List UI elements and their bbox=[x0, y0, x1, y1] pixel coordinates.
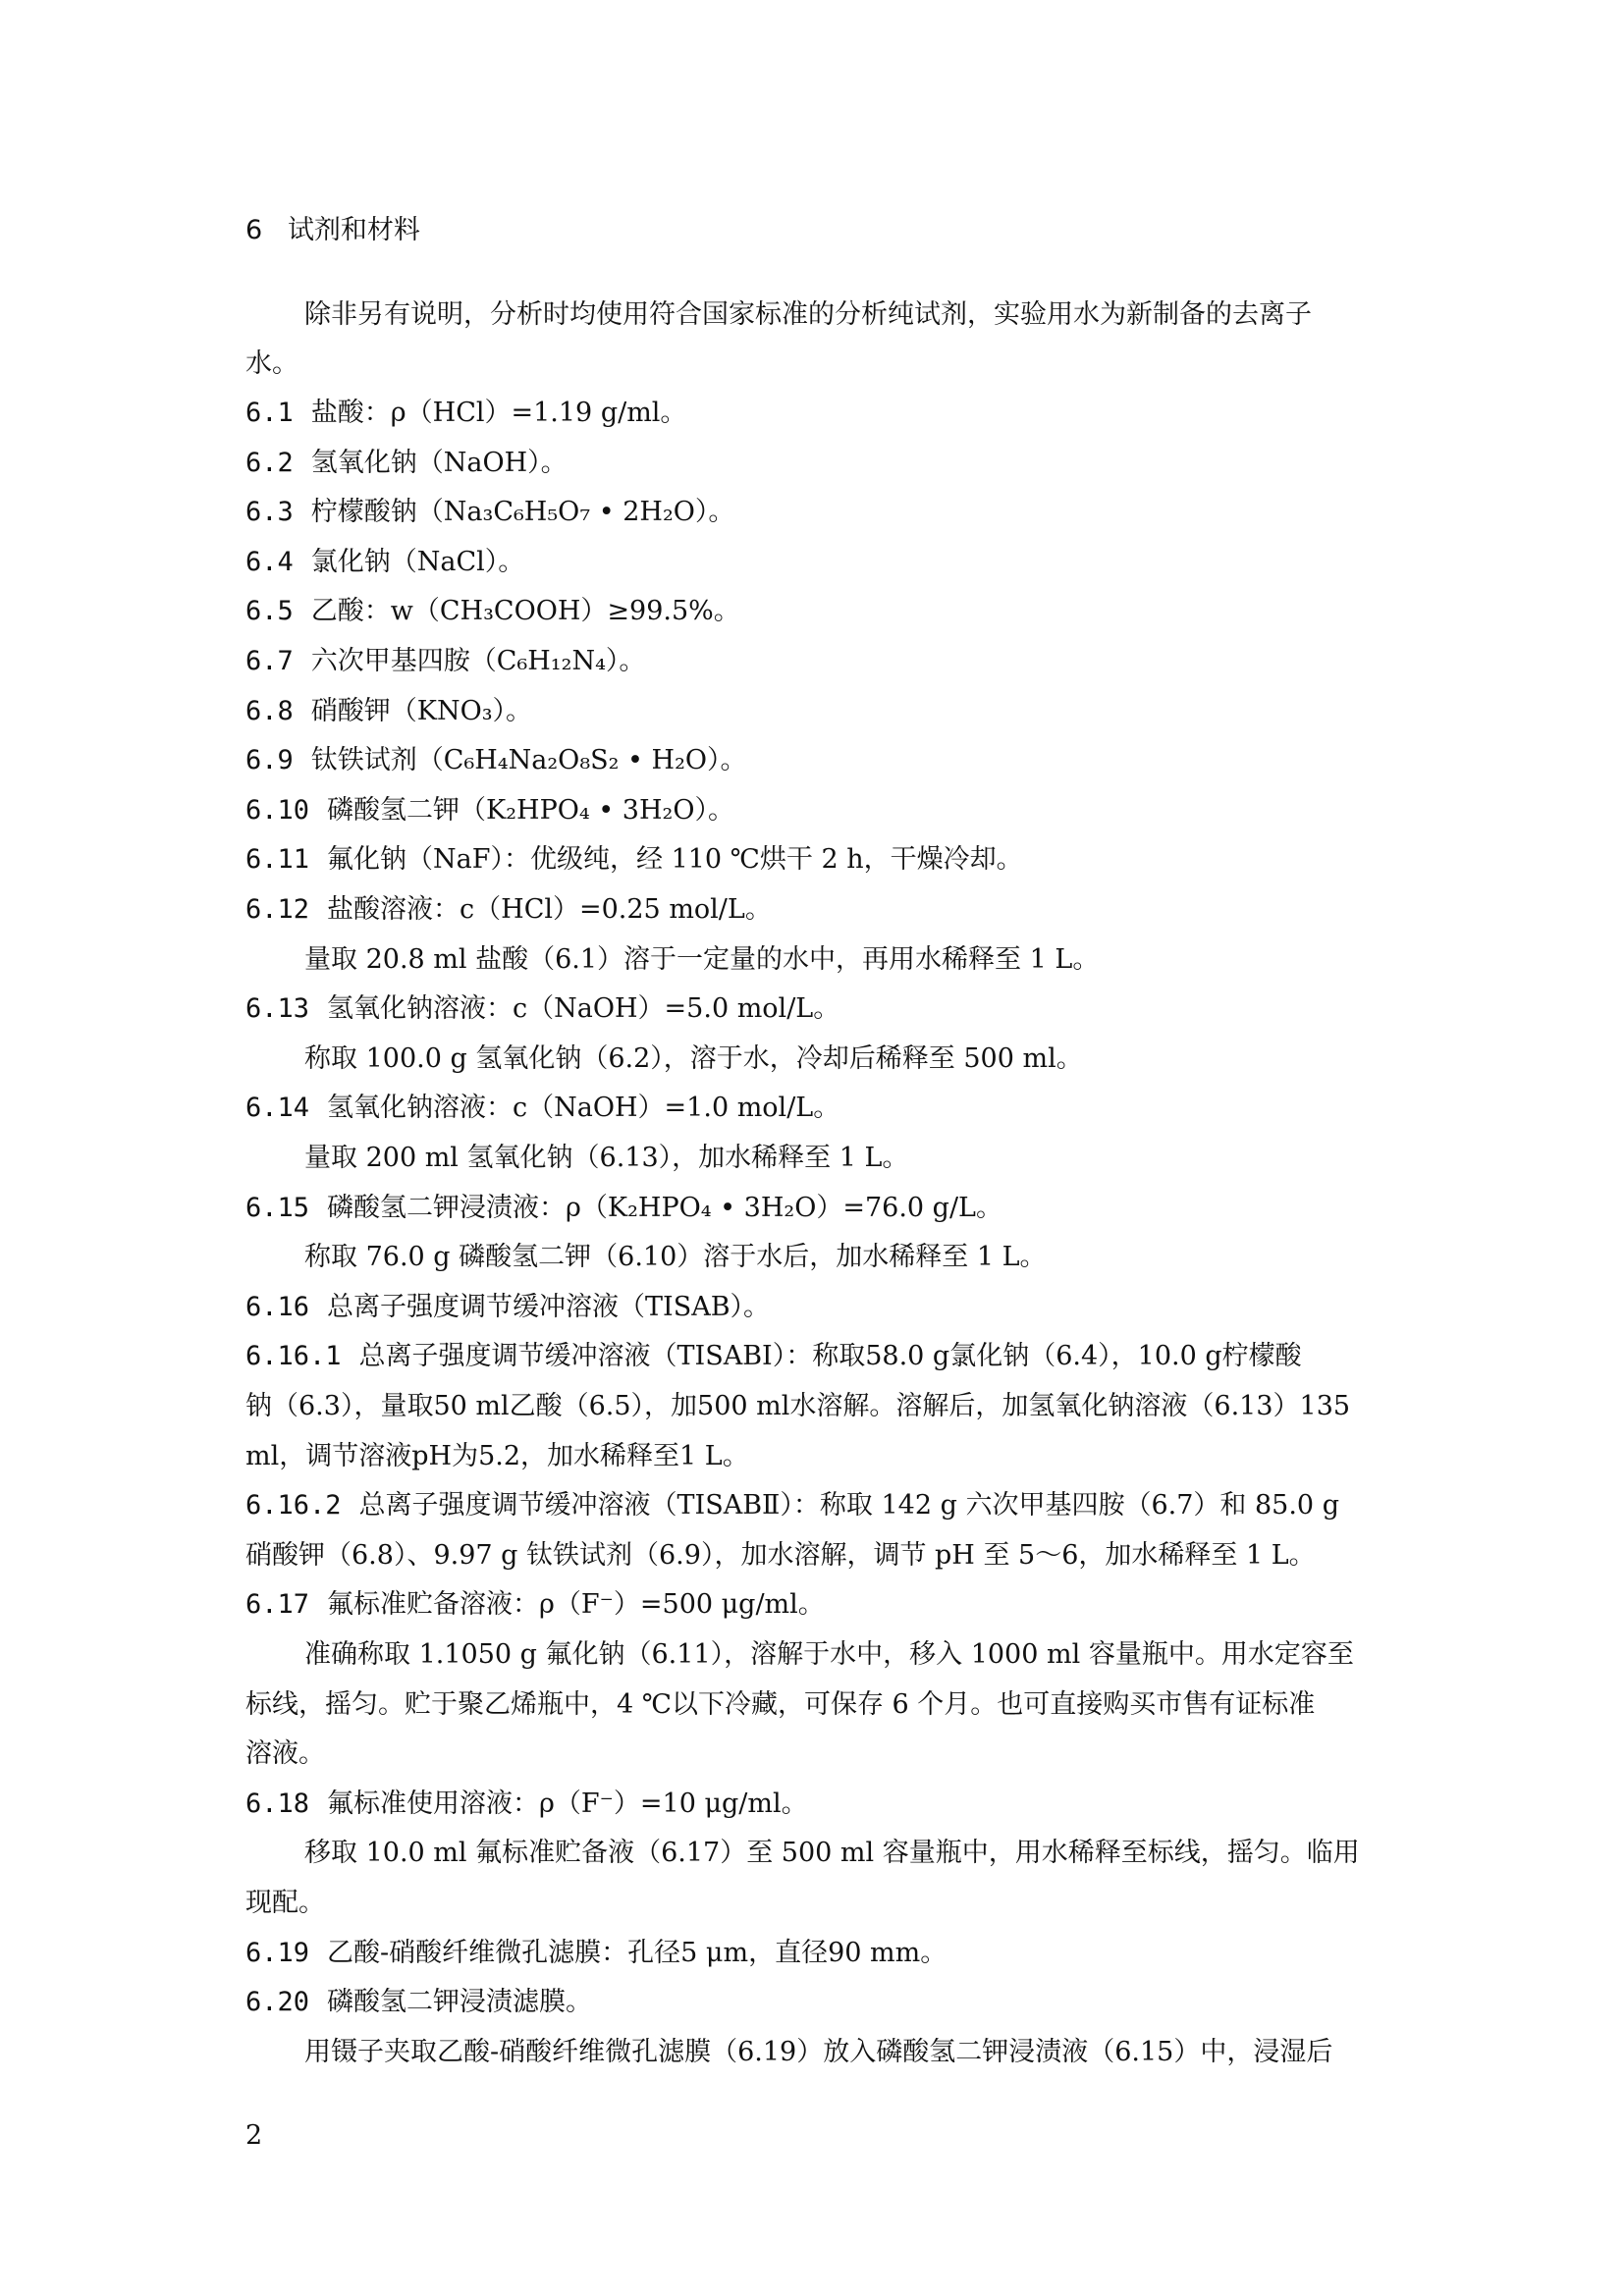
clause-text: 盐酸溶液：c（HCl）=0.25 mol/L。 bbox=[327, 894, 772, 925]
clause-item bbox=[245, 397, 1384, 430]
clause-item bbox=[245, 794, 1384, 828]
clause-item bbox=[245, 992, 1384, 1026]
clause-text: 磷酸氢二钾浸渍滤膜。 bbox=[327, 1987, 593, 2017]
clause-number: 6.4 bbox=[245, 547, 294, 577]
clause-paragraph: 移取 10.0 ml 氟标准贮备液（6.17）至 500 ml 容量瓶中，用水稀释至标线，摇匀。临用 bbox=[304, 1838, 1360, 1868]
clause-text: 总离子强度调节缓冲溶液（TISABⅠ）：称取58.0 g氯化钠（6.4），10.0 g柠檬酸 bbox=[358, 1341, 1302, 1371]
clause-text: 柠檬酸钠（Na₃C₆H₅O₇ • 2H₂O）。 bbox=[310, 497, 735, 527]
clause-text: 磷酸氢二钾（K₂HPO₄ • 3H₂O）。 bbox=[327, 795, 734, 826]
clause-paragraph: 称取 100.0 g 氢氧化钠（6.2），溶于水，冷却后稀释至 500 ml。 bbox=[304, 1043, 1083, 1074]
clause-item bbox=[245, 1192, 1384, 1225]
clause-continuation: 溶液。 bbox=[245, 1738, 325, 1769]
clause-number: 6.3 bbox=[245, 497, 294, 527]
clause-item bbox=[245, 1937, 1384, 1970]
clause-text: 氢氧化钠（NaOH）。 bbox=[310, 448, 568, 478]
clause-number: 6.2 bbox=[245, 448, 294, 478]
clause-item bbox=[245, 1588, 1384, 1622]
clause-item bbox=[245, 645, 1384, 678]
section-heading bbox=[245, 214, 1384, 247]
clause-paragraph: 准确称取 1.1050 g 氟化钠（6.11），溶解于水中，移入 1000 ml 容量瓶中。用水定容至 bbox=[304, 1639, 1354, 1670]
clause-text: 盐酸：ρ（HCl）=1.19 g/ml。 bbox=[310, 398, 687, 428]
clause-item bbox=[245, 1489, 1384, 1522]
clause-continuation: 现配。 bbox=[245, 1888, 325, 1918]
intro-line-2: 水。 bbox=[245, 348, 298, 379]
clause-continuation: ml，调节溶液pH为5.2，加水稀释至1 L。 bbox=[245, 1441, 749, 1471]
clause-text: 乙酸：w（CH₃COOH）≥99.5%。 bbox=[310, 596, 740, 626]
clause-number: 6.16.2 bbox=[245, 1490, 342, 1521]
clause-item bbox=[245, 1092, 1384, 1125]
clause-number: 6.16 bbox=[245, 1292, 310, 1322]
clause-item bbox=[245, 843, 1384, 877]
clause-item bbox=[245, 744, 1384, 777]
clause-item bbox=[245, 695, 1384, 728]
clause-number: 6.13 bbox=[245, 993, 310, 1024]
clause-continuation: 钠（6.3），量取50 ml乙酸（6.5），加500 ml水溶解。溶解后，加氢氧化钠溶液（6.13）135 bbox=[245, 1391, 1351, 1421]
clause-text: 氟标准使用溶液：ρ（F⁻）=10 μg/ml。 bbox=[327, 1789, 808, 1819]
clause-number: 6.11 bbox=[245, 844, 310, 875]
clause-item bbox=[245, 546, 1384, 579]
clause-item bbox=[245, 595, 1384, 628]
clause-item bbox=[245, 1788, 1384, 1821]
clause-item bbox=[245, 1291, 1384, 1324]
clause-text: 氟标准贮备溶液：ρ（F⁻）=500 μg/ml。 bbox=[327, 1589, 825, 1620]
clause-continuation: 硝酸钾（6.8）、9.97 g 钛铁试剂（6.9），加水溶解，调节 pH 至 5～6，加水稀释至 1 L。 bbox=[245, 1540, 1316, 1571]
clause-number: 6.15 bbox=[245, 1193, 310, 1223]
clause-number: 6.8 bbox=[245, 696, 294, 726]
clause-number: 6.9 bbox=[245, 745, 294, 775]
clause-text: 氢氧化钠溶液：c（NaOH）=5.0 mol/L。 bbox=[327, 993, 840, 1024]
clause-text: 磷酸氢二钾浸渍液：ρ（K₂HPO₄ • 3H₂O）=76.0 g/L。 bbox=[327, 1193, 1002, 1223]
clause-number: 6.7 bbox=[245, 646, 294, 676]
clause-text: 总离子强度调节缓冲溶液（TISABⅡ）：称取 142 g 六次甲基四胺（6.7）和 85.0 g bbox=[358, 1490, 1339, 1521]
clause-item bbox=[245, 893, 1384, 927]
clause-paragraph: 用镊子夹取乙酸-硝酸纤维微孔滤膜（6.19）放入磷酸氢二钾浸渍液（6.15）中，浸湿后 bbox=[304, 2037, 1333, 2067]
clause-number: 6.16.1 bbox=[245, 1341, 342, 1371]
clause-text: 氯化钠（NaCl）。 bbox=[310, 547, 525, 577]
clause-text: 硝酸钾（KNO₃）。 bbox=[310, 696, 533, 726]
clause-continuation: 标线，摇匀。贮于聚乙烯瓶中，4 ℃以下冷藏，可保存 6 个月。也可直接购买市售有证标准 bbox=[245, 1689, 1316, 1720]
section-title: 试剂和材料 bbox=[287, 215, 420, 245]
clause-number: 6.20 bbox=[245, 1987, 310, 2017]
clause-item bbox=[245, 447, 1384, 480]
clause-number: 6.12 bbox=[245, 894, 310, 925]
clause-item bbox=[245, 496, 1384, 529]
clause-paragraph: 量取 200 ml 氢氧化钠（6.13），加水稀释至 1 L。 bbox=[304, 1143, 909, 1173]
clause-number: 6.10 bbox=[245, 795, 310, 826]
clause-paragraph: 量取 20.8 ml 盐酸（6.1）溶于一定量的水中，再用水稀释至 1 L。 bbox=[304, 944, 1100, 975]
clause-number: 6.17 bbox=[245, 1589, 310, 1620]
section-number: 6 bbox=[245, 215, 263, 245]
intro-line-1: 除非另有说明，分析时均使用符合国家标准的分析纯试剂，实验用水为新制备的去离子 bbox=[304, 299, 1312, 330]
clause-item bbox=[245, 1340, 1384, 1373]
clause-number: 6.18 bbox=[245, 1789, 310, 1819]
clause-text: 氢氧化钠溶液：c（NaOH）=1.0 mol/L。 bbox=[327, 1093, 840, 1123]
clause-paragraph: 称取 76.0 g 磷酸氢二钾（6.10）溶于水后，加水稀释至 1 L。 bbox=[304, 1242, 1047, 1272]
clause-number: 6.5 bbox=[245, 596, 294, 626]
clause-item bbox=[245, 1986, 1384, 2019]
clause-text: 氟化钠（NaF）：优级纯，经 110 ℃烘干 2 h，干燥冷却。 bbox=[327, 844, 1023, 875]
clause-text: 六次甲基四胺（C₆H₁₂N₄）。 bbox=[310, 646, 646, 676]
page-number: 2 bbox=[245, 2120, 263, 2151]
clause-number: 6.19 bbox=[245, 1938, 310, 1968]
clause-text: 钛铁试剂（C₆H₄Na₂O₈S₂ • H₂O）。 bbox=[310, 745, 747, 775]
clause-text: 乙酸-硝酸纤维微孔滤膜：孔径5 μm，直径90 mm。 bbox=[327, 1938, 947, 1968]
clause-number: 6.14 bbox=[245, 1093, 310, 1123]
clause-text: 总离子强度调节缓冲溶液（TISAB）。 bbox=[327, 1292, 771, 1322]
clause-number: 6.1 bbox=[245, 398, 294, 428]
